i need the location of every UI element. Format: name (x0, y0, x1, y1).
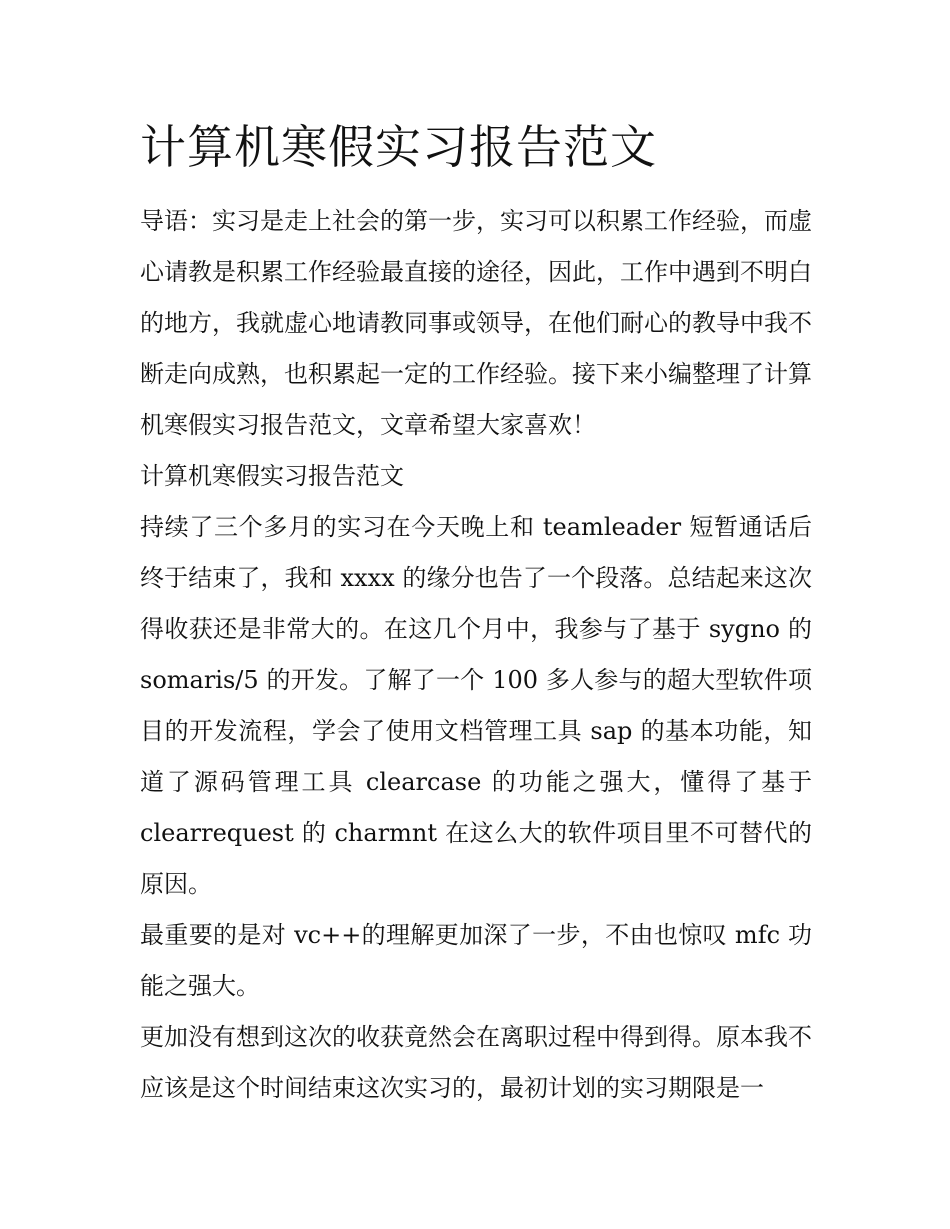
section-heading: 计算机寒假实习报告范文 (140, 462, 404, 490)
body-paragraph-2: 最重要的是对 vc++的理解更加深了一步，不由也惊叹 mfc 功能之强大。 (140, 921, 812, 1000)
body-paragraph-1: 持续了三个多月的实习在今天晚上和 teamleader 短暂通话后终于结束了，我和 xxxx 的缘分也告了一个段落。总结起来这次得收获还是非常大的。在这几个月中，我参与了基于 sygno 的 somaris/5 的开发。了解了一个 100 多人参与的超大型软件项目的开发流程，学会了使用文档管理工具 sap 的基本功能，知道了源码管理工具 clearcase 的功能之强大，懂得了基于 clearrequest 的 charmnt 在这么大的软件项目里不可替代的原因。 (140, 513, 812, 898)
document-page (140, 112, 812, 1114)
document-title: 计算机寒假实习报告范文 (140, 120, 657, 174)
body-paragraph-3: 更加没有想到这次的收获竟然会在离职过程中得到得。原本我不应该是这个时间结束这次实习的，最初计划的实习期限是一 (140, 1023, 812, 1102)
intro-paragraph: 导语：实习是走上社会的第一步，实习可以积累工作经验，而虚心请教是积累工作经验最直接的途径，因此，工作中遇到不明白的地方，我就虚心地请教同事或领导，在他们耐心的教导中我不断走向成熟，也积累起一定的工作经验。接下来小编整理了计算机寒假实习报告范文，文章希望大家喜欢！ (140, 207, 812, 439)
